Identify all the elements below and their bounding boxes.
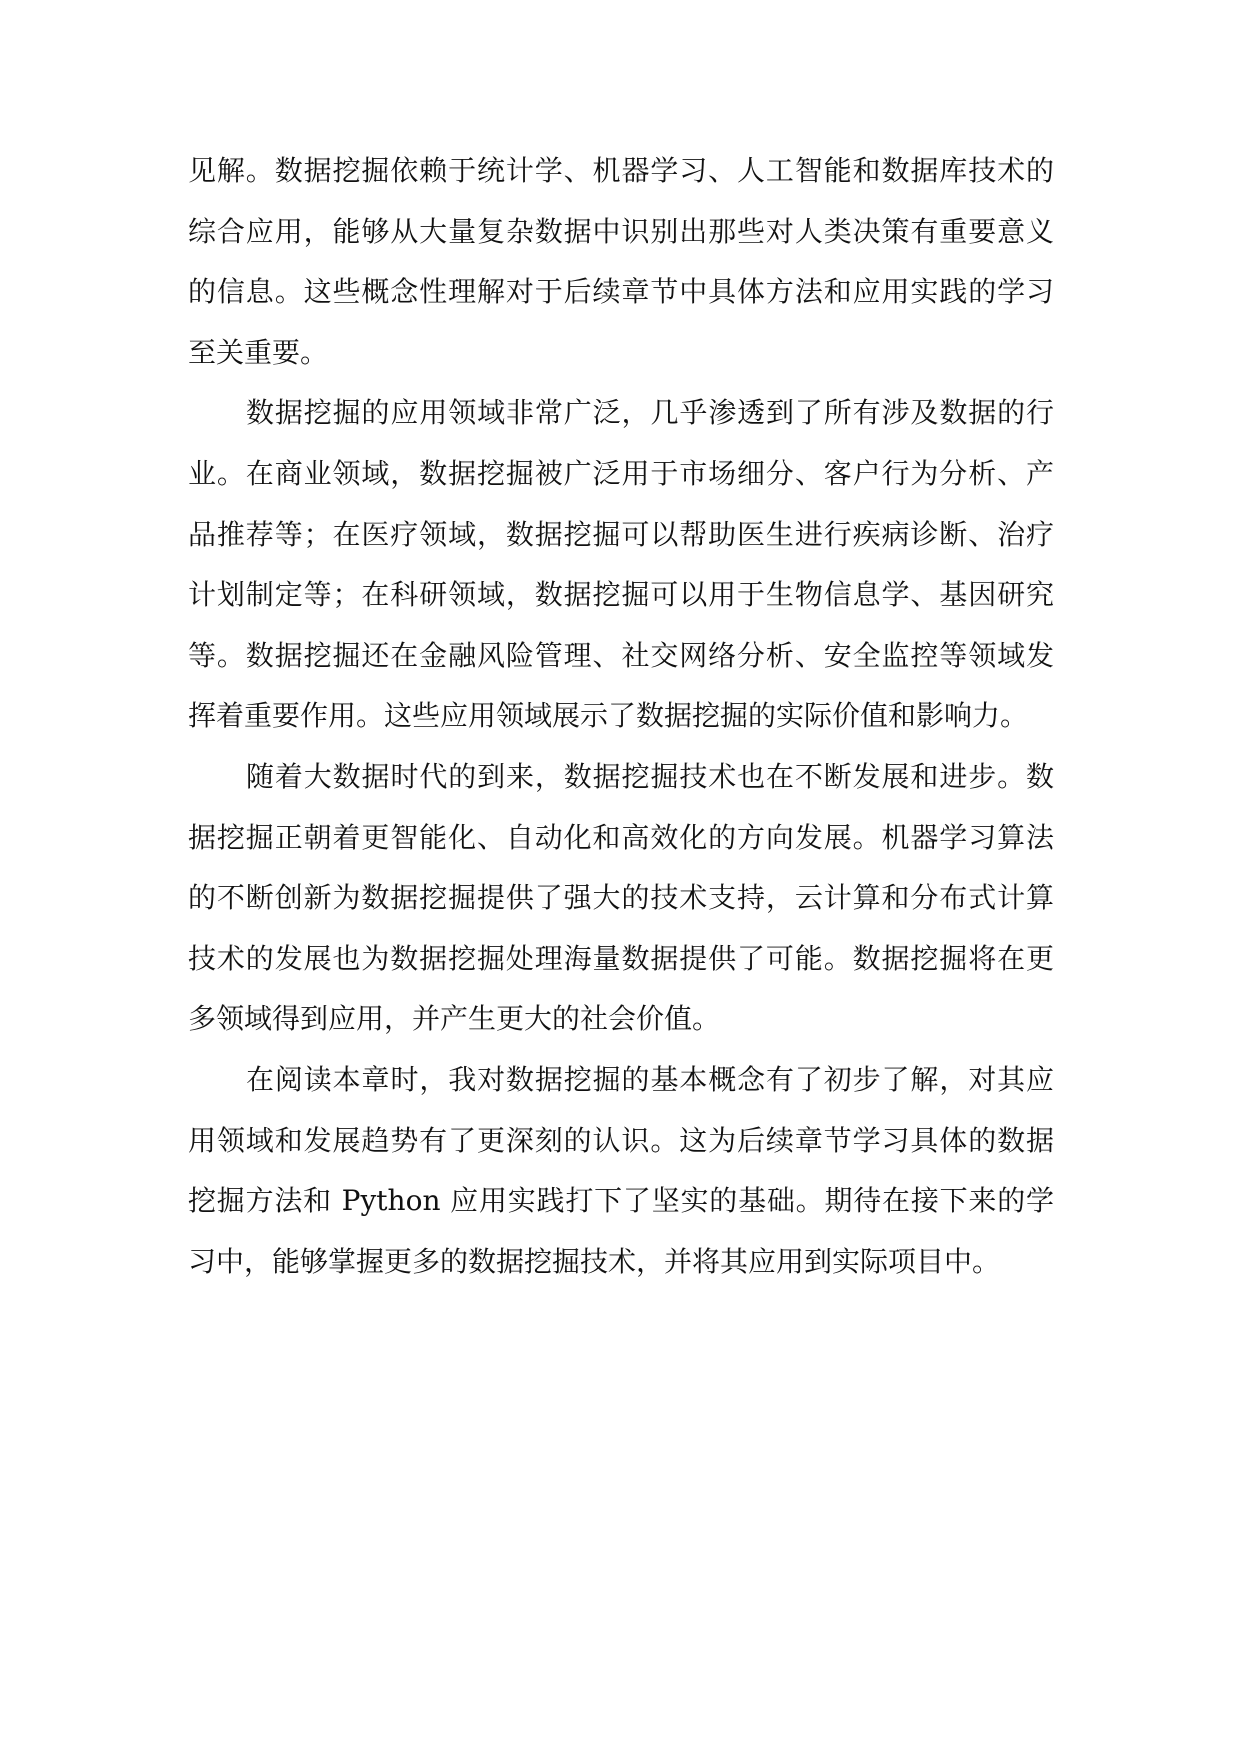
paragraph-3 <box>188 751 1054 1054</box>
text-line: 品推荐等；在医疗领域，数据挖掘可以帮助医生进行疾病诊断、治疗 <box>188 517 1054 551</box>
text-line: 见解。数据挖掘依赖于统计学、机器学习、人工智能和数据库技术的 <box>188 154 1054 187</box>
paragraph-1 <box>188 145 1054 387</box>
text-line: 在阅读本章时，我对数据挖掘的基本概念有了初步了解，对其应 <box>246 1062 1054 1096</box>
text-line: 综合应用，能够从大量复杂数据中识别出那些对人类决策有重要意义 <box>188 214 1054 248</box>
text-line: 等。数据挖掘还在金融风险管理、社交网络分析、安全监控等领域发 <box>188 638 1054 672</box>
text-line: 业。在商业领域，数据挖掘被广泛用于市场细分、客户行为分析、产 <box>188 456 1054 490</box>
text-line: 随着大数据时代的到来，数据挖掘技术也在不断发展和进步。数 <box>246 759 1054 793</box>
text-line: 多领域得到应用，并产生更大的社会价值。 <box>188 1002 721 1036</box>
document-body <box>188 145 1054 1296</box>
text-line: 数据挖掘的应用领域非常广泛，几乎渗透到了所有涉及数据的行 <box>246 396 1054 430</box>
text-line: 据挖掘正朝着更智能化、自动化和高效化的方向发展。机器学习算法 <box>188 820 1054 854</box>
text-line: 用领域和发展趋势有了更深刻的认识。这为后续章节学习具体的数据 <box>188 1123 1054 1157</box>
text-line: 的不断创新为数据挖掘提供了强大的技术支持，云计算和分布式计算 <box>188 881 1054 915</box>
paragraph-4 <box>188 1054 1054 1296</box>
paragraph-2 <box>188 387 1054 751</box>
text-line: 挖掘方法和 Python 应用实践打下了坚实的基础。期待在接下来的学 <box>188 1184 1054 1218</box>
text-line: 计划制定等；在科研领域，数据挖掘可以用于生物信息学、基因研究 <box>188 578 1054 612</box>
text-line: 的信息。这些概念性理解对于后续章节中具体方法和应用实践的学习 <box>188 275 1054 309</box>
text-line: 习中，能够掌握更多的数据挖掘技术，并将其应用到实际项目中。 <box>188 1244 1001 1278</box>
text-line: 挥着重要作用。这些应用领域展示了数据挖掘的实际价值和影响力。 <box>188 699 1029 733</box>
text-line: 技术的发展也为数据挖掘处理海量数据提供了可能。数据挖掘将在更 <box>188 941 1054 975</box>
text-line: 至关重要。 <box>188 335 329 369</box>
